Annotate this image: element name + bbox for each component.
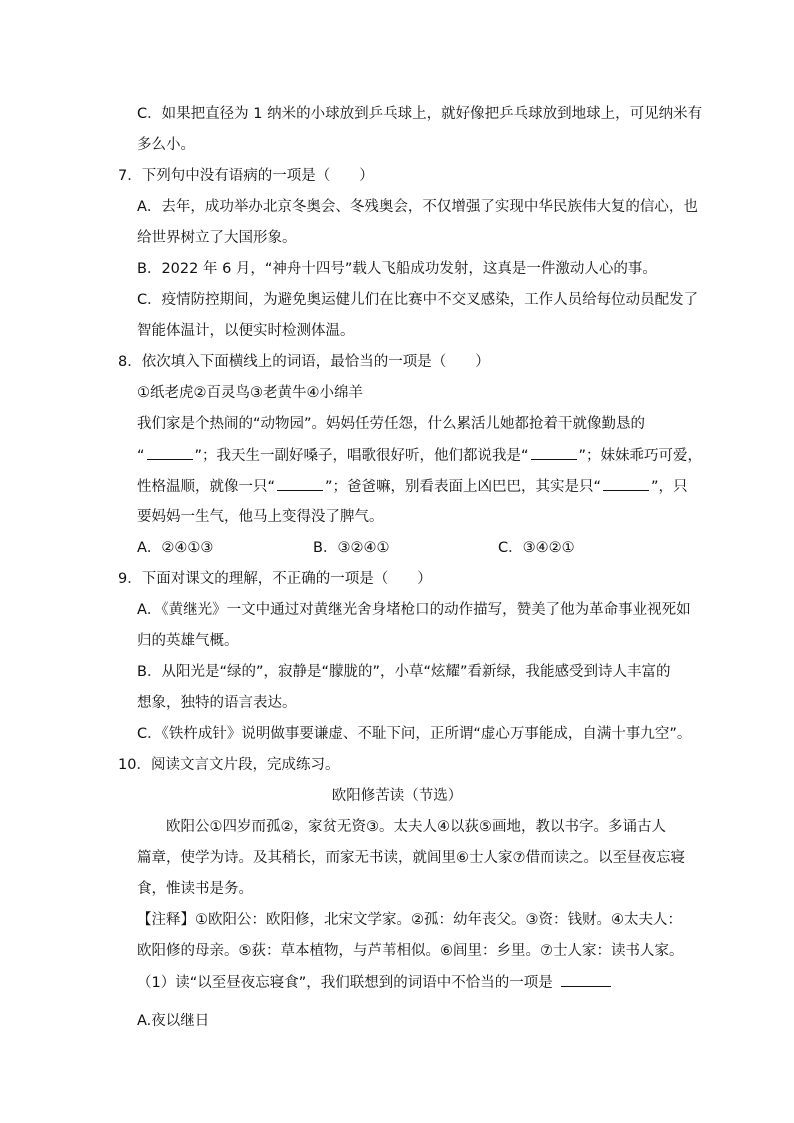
q8-quote-open: “ <box>137 448 145 464</box>
q8-word-list: ①纸老虎②百灵鸟③老黄牛④小绵羊 <box>137 385 363 401</box>
q10-text-line1: 欧阳公①四岁而孤②，家贫无资③。太夫人④以荻⑤画地，教以书字。多诵古人 <box>166 819 666 835</box>
q8-option-b: B．③②④① <box>313 540 390 556</box>
q8-option-a: A．②④①③ <box>137 540 214 556</box>
q8-passage-line1: 我们家是个热闹的“动物园”。妈妈任劳任怨，什么累活儿她都抢着干就像勤恳的 <box>137 416 646 432</box>
q7-option-c-line1: C．疫情防控期间，为避免奥运健儿们在比赛中不交叉感染，工作人员给每位动员配发了 <box>137 292 699 308</box>
q10-notes-line1: 【注释】①欧阳公：欧阳修，北宋文学家。②孤：幼年丧父。③资：钱财。④太夫人： <box>137 912 682 928</box>
q6-option-c-line2: 多么小。 <box>137 137 195 153</box>
q10-passage-title: 欧阳修苦读（节选） <box>331 788 463 804</box>
q10-subquestion-1-option-a: A.夜以继日 <box>137 1013 210 1029</box>
q10-answer-blank[interactable] <box>561 972 611 987</box>
q10-text-line3: 食，惟读书是务。 <box>137 881 253 897</box>
q8-passage-line2 <box>137 445 702 466</box>
q8-blank-2 <box>531 445 577 460</box>
q8-blank-1 <box>147 445 193 460</box>
q9-stem: 9．下面对课文的理解，不正确的一项是（ ） <box>118 571 432 587</box>
q7-option-c-line2: 智能体温计，以便实时检测体温。 <box>137 323 355 339</box>
q9-option-a-line2: 归的英雄气概。 <box>137 633 239 649</box>
q9-option-c: C．《铁杵成针》说明做事要谦虚、不耻下问，正所谓“虚心万事能成，自满十事九空”。 <box>137 726 692 742</box>
q8-passage-line3 <box>137 476 688 497</box>
q7-option-b: B．2022 年 6 月，“神舟十四号”载人飞船成功发射，这真是一件激动人心的事。 <box>137 261 657 277</box>
q8-passage-line2-mid: ”；我天生一副好嗓子，唱歌很好听，他们都说我是“ <box>194 448 529 464</box>
q8-passage-line2-end: ”；妹妹乖巧可爱， <box>578 448 703 464</box>
q8-passage-line4: 要妈妈一生气，他马上变得没了脾气。 <box>137 509 384 525</box>
q8-blank-3 <box>277 476 323 491</box>
q8-passage-line3-start: 性格温顺，就像一只“ <box>137 479 276 495</box>
q7-option-a-line1: A．去年，成功举办北京冬奥会、冬残奥会，不仅增强了实现中华民族伟大复的信心，也 <box>137 199 698 215</box>
q10-notes-line2: 欧阳修的母亲。⑤荻：草本植物，与芦苇相似。⑥闾里：乡里。⑦士人家：读书人家。 <box>137 943 684 959</box>
q8-stem: 8．依次填入下面横线上的词语，最恰当的一项是（ ） <box>118 354 490 370</box>
q7-stem: 7．下列句中没有语病的一项是（ ） <box>118 168 374 184</box>
q10-subquestion-1-text: （1）读“以至昼夜忘寝食”，我们联想到的词语中不恰当的一项是 <box>137 975 553 991</box>
q9-option-a-line1: A．《黄继光》一文中通过对黄继光舍身堵枪口的动作描写，赞美了他为革命事业视死如 <box>137 602 691 618</box>
q10-text-line2: 篇章，使学为诗。及其稍长，而家无书读，就闾里⑥士人家⑦借而读之。以至昼夜忘寝 <box>137 850 685 866</box>
q6-option-c-line1: C．如果把直径为 1 纳米的小球放到乒乓球上，就好像把乒乓球放到地球上，可见纳米有 <box>137 106 703 122</box>
q10-stem: 10．阅读文言文片段，完成练习。 <box>118 757 340 773</box>
q8-passage-line3-mid: ”；爸爸嘛，别看表面上凶巴巴，其实是只“ <box>325 479 602 495</box>
q7-option-a-line2: 给世界树立了大国形象。 <box>137 230 297 246</box>
q9-option-b-line2: 想象，独特的语言表达。 <box>137 695 297 711</box>
q8-passage-line3-end: ”，只 <box>651 479 688 495</box>
q8-option-c: C．③④②① <box>498 540 575 556</box>
q10-subquestion-1 <box>137 972 613 993</box>
q8-blank-4 <box>603 476 649 491</box>
q9-option-b-line1: B．从阳光是“绿的”，寂静是“朦胧的”，小草“炫耀”看新绿，我能感受到诗人丰富的 <box>137 664 671 680</box>
